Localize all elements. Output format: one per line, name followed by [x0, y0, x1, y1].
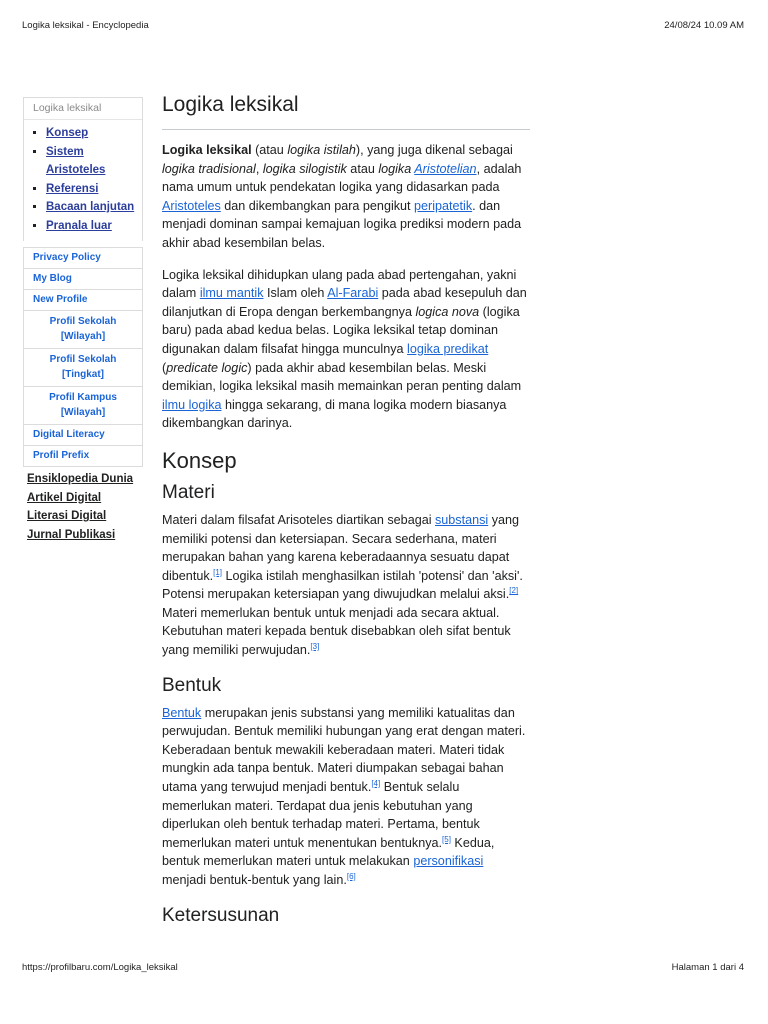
citation-4[interactable]: [4]: [371, 778, 381, 788]
bentuk-paragraph: [162, 704, 530, 890]
text: Logika istilah menghasilkan istilah 'potensi' dan 'aksi'. Potensi merupakan ketersiapan yang diwujudkan melalui aksi.: [162, 568, 523, 602]
citation-5[interactable]: [5]: [442, 834, 451, 844]
heading-materi: Materi: [162, 481, 215, 503]
citation-1[interactable]: [1]: [213, 567, 223, 577]
link-ensiklopedia-dunia[interactable]: Ensiklopedia Dunia: [27, 473, 134, 485]
citation-3[interactable]: [3]: [310, 641, 320, 651]
text: predicate logic: [166, 360, 248, 375]
page-title: Logika leksikal: [162, 90, 530, 130]
toc-link-sistem-aristoteles[interactable]: Sistem Aristoteles: [46, 145, 106, 176]
text: logika istilah: [287, 143, 356, 157]
sidebar-nav: [23, 247, 143, 467]
text: ) pada akhir abad kesembilan belas. Meski demikian, logika leksikal masih memainkan peran penting dalam: [162, 360, 522, 394]
toc-link-pranala-luar[interactable]: Pranala luar: [46, 219, 112, 232]
text: dan dikembangkan para pengikut: [220, 198, 415, 213]
text: logika: [378, 161, 415, 176]
heading-konsep: Konsep: [162, 447, 237, 473]
text: merupakan jenis substansi yang memiliki katualitas dan perwujudan. Bentuk memiliki hubungan yang erat dengan materi. Keberadaan bentuk mewakili keberadaan materi. Materi tidak mungkin ada tanpa bentuk. Materi diumpakan sebagai bahan utama yang terwujud menjadi bentuk.: [162, 705, 526, 795]
toc-link-bacaan-lanjutan[interactable]: Bacaan lanjutan: [46, 201, 135, 213]
sidebar: [23, 97, 143, 544]
text: . dan menjadi dominan sampai kemajuan logika prediksi modern pada akhir abad kesembilan belas.: [162, 198, 522, 250]
materi-paragraph: [162, 511, 530, 660]
link-literasi-digital[interactable]: Literasi Digital: [27, 510, 107, 522]
text: ,: [255, 161, 263, 176]
text: menjadi bentuk-bentuk yang lain.: [162, 873, 347, 887]
intro-paragraph-1: [162, 141, 530, 253]
text: Materi memerlukan bentuk untuk menjadi ada secara aktual. Kebutuhan materi kepada bentuk disebabkan oleh sifat bentuk yang memiliki perwujudan.: [162, 605, 511, 658]
toc-link-konsep[interactable]: Konsep: [46, 127, 89, 139]
nav-profil-prefix[interactable]: Profil Prefix: [23, 446, 143, 467]
toc-item: [46, 143, 136, 180]
link-substansi[interactable]: substansi: [435, 512, 489, 527]
text: (atau: [251, 143, 288, 157]
toc-item: [46, 217, 136, 236]
nav-my-blog[interactable]: My Blog: [23, 269, 143, 290]
nav-profil-sekolah-tingkat[interactable]: Profil Sekolah [Tingkat]: [23, 349, 143, 387]
text: , adalah nama umum untuk pendekatan logika yang didasarkan pada: [162, 161, 522, 195]
text: ), yang juga dikenal sebagai: [355, 143, 513, 157]
heading-ketersusunan: Ketersusunan: [162, 904, 280, 926]
text: Kedua, bentuk memerlukan materi untuk melakukan: [162, 835, 495, 869]
print-datetime: 24/08/24 10.09 AM: [664, 20, 744, 31]
sidebar-extra-links: [23, 470, 143, 544]
nav-profil-sekolah-wilayah[interactable]: Profil Sekolah [Wilayah]: [23, 311, 143, 349]
citation-6[interactable]: [6]: [346, 871, 356, 881]
term-bold: Logika leksikal: [162, 143, 252, 157]
nav-new-profile[interactable]: New Profile: [23, 290, 143, 311]
print-page-number: Halaman 1 dari 4: [671, 962, 744, 973]
text: yang memiliki potensi dan ketersiapan. Secara sederhana, materi merupakan bahan yang karena keberadaannya sesuatu dapat dibentuk.: [162, 512, 520, 583]
text: pada abad kesepuluh dan dilanjutkan di Eropa dengan berkembangnya: [162, 286, 527, 319]
intro-paragraph-2: [162, 266, 530, 433]
text: Bentuk selalu memerlukan materi. Terdapat dua jenis kebutuhan yang diperlukan oleh bentuk terhadap materi. Pertama, bentuk memerlukan materi untuk menentukan bentuknya.: [162, 780, 480, 850]
link-jurnal-publikasi[interactable]: Jurnal Publikasi: [27, 528, 116, 541]
link-bentuk[interactable]: Bentuk: [162, 705, 202, 720]
link-artikel-digital[interactable]: Artikel Digital: [27, 491, 102, 504]
link-aristoteles[interactable]: Aristoteles: [162, 198, 221, 213]
nav-digital-literacy[interactable]: Digital Literacy: [23, 425, 143, 446]
link-logika-predikat[interactable]: logika predikat: [407, 341, 489, 356]
print-url: https://profilbaru.com/Logika_leksikal: [22, 962, 178, 973]
text: (logika baru) pada abad kedua belas. Logika leksikal tetap dominan digunakan dalam filsafat hingga munculnya: [162, 304, 520, 356]
text: logika tradisional: [162, 161, 256, 176]
link-personifikasi[interactable]: personifikasi: [413, 854, 484, 869]
text: logika silogistik: [262, 161, 347, 176]
text: (: [162, 360, 167, 375]
print-page-title: Logika leksikal - Encyclopedia: [22, 20, 149, 31]
table-of-contents: [23, 97, 143, 241]
text: logica nova: [415, 304, 480, 319]
toc-link-referensi[interactable]: Referensi: [46, 182, 99, 195]
citation-2[interactable]: [2]: [509, 586, 519, 596]
print-header: [22, 20, 744, 31]
text: Materi dalam filsafat Arisoteles diartikan sebagai: [162, 512, 435, 527]
toc-title: Logika leksikal: [24, 98, 142, 120]
nav-privacy-policy[interactable]: Privacy Policy: [23, 247, 143, 269]
text: atau: [346, 161, 379, 176]
link-ilmu-mantik[interactable]: ilmu mantik: [199, 286, 264, 301]
link-peripatetik[interactable]: peripatetik: [414, 198, 473, 213]
toc-item: [46, 198, 136, 217]
heading-bentuk: Bentuk: [162, 674, 222, 696]
text: Logika leksikal dihidupkan ulang pada abad pertengahan, yakni dalam: [162, 267, 517, 301]
article: [162, 90, 530, 934]
link-ilmu-logika[interactable]: ilmu logika: [162, 397, 222, 412]
text: hingga sekarang, di mana logika modern biasanya dikembangkan darinya.: [162, 397, 507, 431]
print-footer: [22, 962, 744, 973]
toc-item: [46, 180, 136, 199]
text: Islam oleh: [263, 286, 328, 301]
link-aristotelian[interactable]: Aristotelian: [414, 161, 477, 176]
nav-profil-kampus-wilayah[interactable]: Profil Kampus [Wilayah]: [23, 387, 143, 425]
link-al-farabi[interactable]: Al-Farabi: [327, 286, 379, 301]
toc-item: [46, 124, 136, 143]
toc-list: [24, 120, 142, 241]
